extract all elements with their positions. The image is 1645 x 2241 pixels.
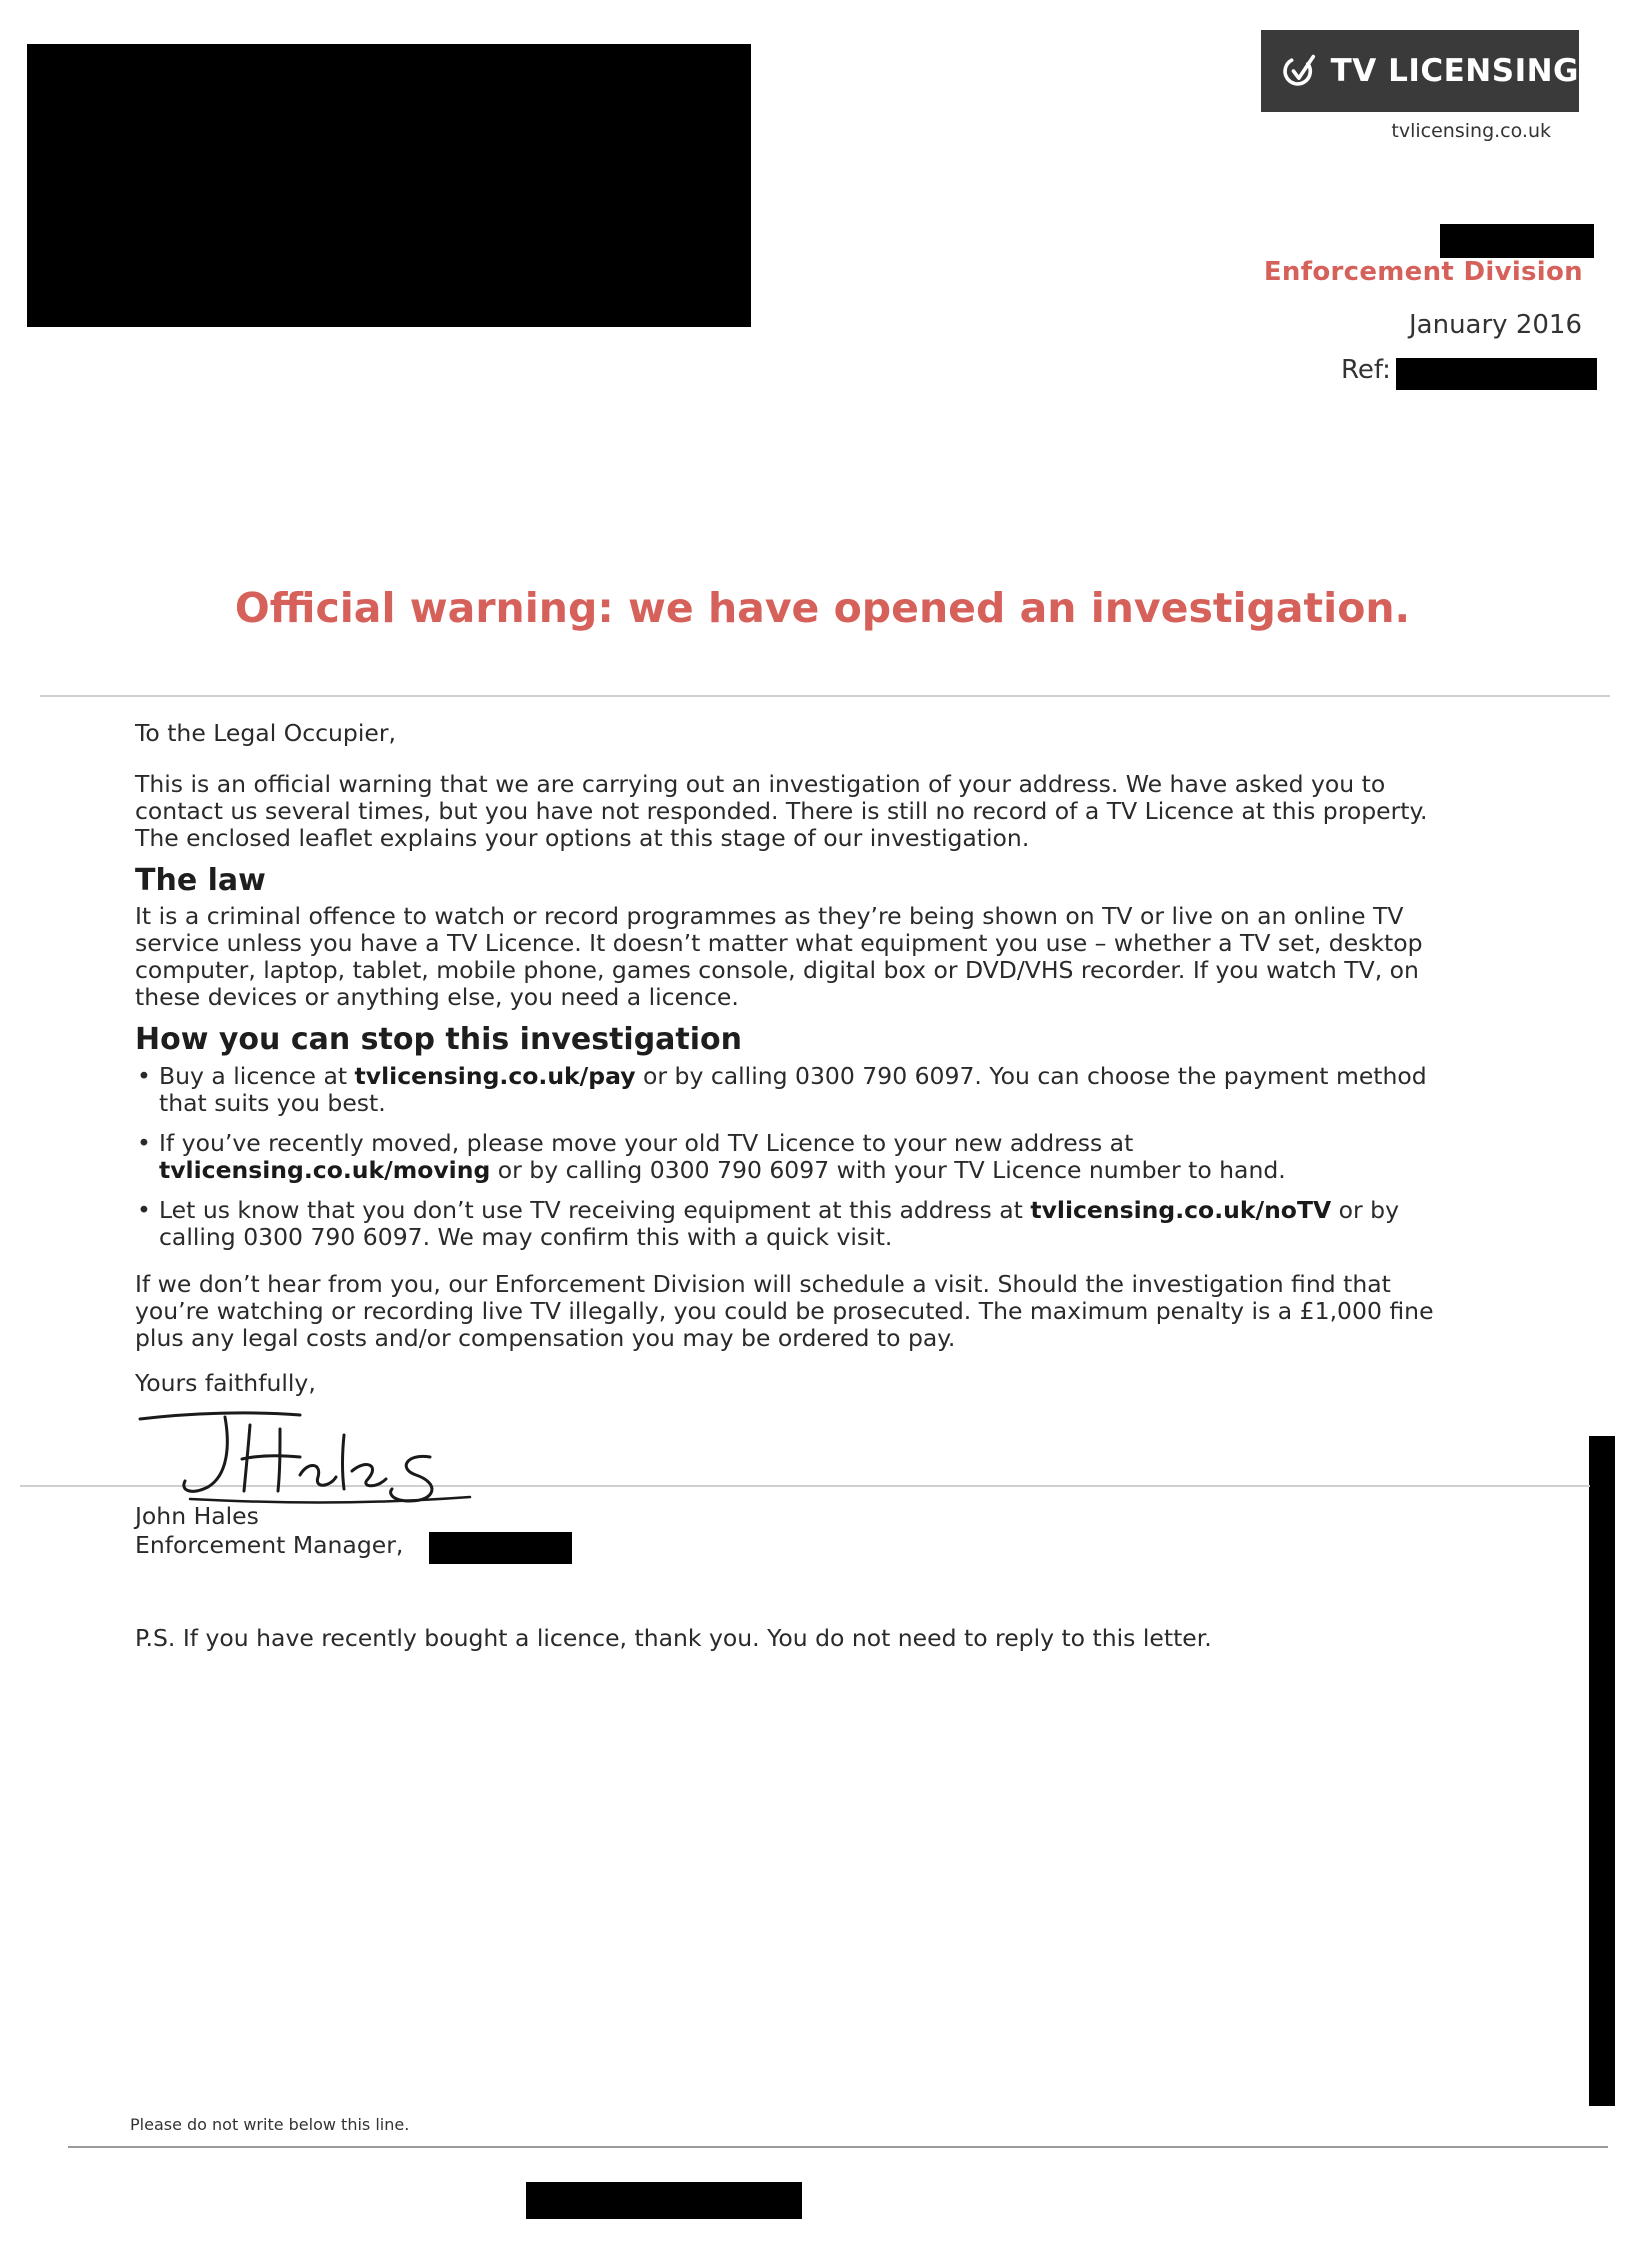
bullet-text-after: or by calling 0300 790 6097. You can choose the payment method that suits you best. — [159, 1062, 1427, 1117]
closing — [135, 1370, 1435, 1397]
signatory-name-text: John Hales — [135, 1502, 259, 1530]
signatory-title-text: Enforcement Manager, — [135, 1531, 404, 1559]
footer-note: Please do not write below this line. — [130, 2115, 410, 2134]
list-item — [135, 1063, 1435, 1117]
pay-link[interactable]: tvlicensing.co.uk/pay — [354, 1062, 636, 1090]
postscript — [135, 1625, 1435, 1652]
list-item — [135, 1197, 1435, 1251]
law-paragraph — [135, 903, 1435, 1011]
bullet-text-after: or by calling 0300 790 6097 with your TV Licence number to hand. — [490, 1156, 1286, 1184]
greeting — [135, 720, 1435, 747]
postscript-text: P.S. If you have recently bought a licence, thank you. You do not need to reply to this letter. — [135, 1624, 1212, 1652]
bullet-text-after: or by calling 0300 790 6097. We may confirm this with a quick visit. — [159, 1196, 1399, 1251]
bullet-icon: • — [137, 1129, 151, 1157]
list-item — [135, 1130, 1435, 1184]
moving-link[interactable]: tvlicensing.co.uk/moving — [159, 1156, 491, 1184]
redacted-bottom-code — [526, 2182, 802, 2219]
final-text: If we don’t hear from you, our Enforcement Division will schedule a visit. Should the investigation find that you’re watching or recording live TV illegally, you could be prosecuted. The maximum penalty is a £1,000 fine plus any legal costs and/or compensation you may be ordered to pay. — [135, 1270, 1434, 1352]
logo-text: TV LICENSING — [1330, 53, 1579, 89]
bullet-icon: • — [137, 1062, 151, 1090]
letter-date: January 2016 — [1409, 310, 1582, 340]
intro-paragraph — [135, 771, 1435, 852]
redacted-reference-number — [1396, 358, 1597, 390]
tv-licensing-logo — [1261, 30, 1579, 112]
signatory-name — [135, 1503, 1435, 1530]
bullet-icon: • — [137, 1196, 151, 1224]
enforcement-division-label: Enforcement Division — [1263, 257, 1583, 287]
law-text: It is a criminal offence to watch or record programmes as they’re being shown on TV or live on an online TV service unless you have a TV Licence. It doesn’t matter what equipment you use – whether a TV set, desktop computer, laptop, tablet, mobile phone, games console, digital box or DVD/VHS recorder. If you watch TV, on these devices or anything else, you need a licence. — [135, 902, 1423, 1011]
stop-investigation-heading: How you can stop this investigation — [135, 1022, 743, 1057]
signatory-title — [135, 1532, 1435, 1559]
footer-divider — [68, 2146, 1608, 2148]
options-list — [135, 1063, 1435, 1264]
final-paragraph — [135, 1271, 1435, 1352]
handwritten-signature — [130, 1405, 490, 1515]
fold-line-upper — [40, 695, 1610, 697]
redacted-address-block — [27, 44, 751, 327]
tick-swirl-icon — [1279, 49, 1319, 93]
reference-label: Ref: — [1341, 355, 1391, 385]
bullet-text-before: Let us know that you don’t use TV receiving equipment at this address at — [159, 1196, 1031, 1224]
no-tv-link[interactable]: tvlicensing.co.uk/noTV — [1030, 1196, 1332, 1224]
warning-headline: Official warning: we have opened an investigation. — [234, 584, 1411, 632]
greeting-text: To the Legal Occupier, — [135, 719, 396, 747]
bullet-text-before: Buy a licence at — [159, 1062, 355, 1090]
bullet-text-before: If you’ve recently moved, please move your old TV Licence to your new address at — [159, 1129, 1134, 1157]
redacted-top-right-line — [1440, 224, 1594, 258]
redacted-side-barcode — [1589, 1436, 1615, 2106]
website-url: tvlicensing.co.uk — [1391, 120, 1551, 142]
closing-text: Yours faithfully, — [135, 1369, 316, 1397]
law-heading: The law — [135, 863, 266, 898]
intro-text: This is an official warning that we are carrying out an investigation of your address. We have asked you to contact us several times, but you have not responded. There is still no record of a TV Licence at this property. The enclosed leaflet explains your options at this stage of our investigation. — [135, 770, 1428, 852]
